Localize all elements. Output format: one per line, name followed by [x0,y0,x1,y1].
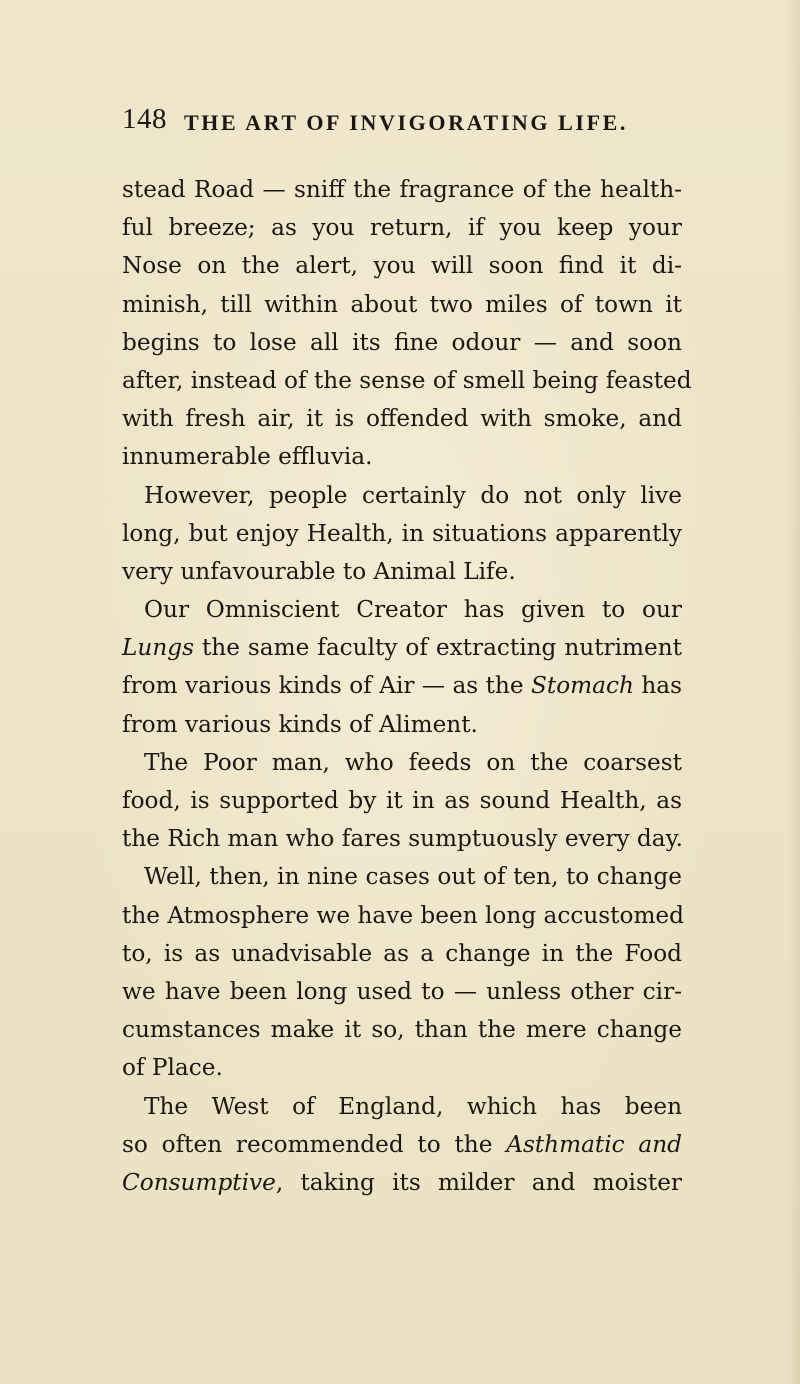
text-line: The Poor man, who feeds on the coarsest [144,748,682,776]
text-line: cumstances make it so, than the mere change [122,1016,682,1044]
text-line: However, people certainly do not only live [144,481,682,509]
body-text [122,171,692,1202]
italic-phrase: Stomach [531,672,634,700]
text-line: the Atmosphere we have been long accustomed [122,901,684,929]
text-line: after, instead of the sense of smell being feasted [122,366,692,394]
text-line: innumerable effluvia. [122,443,373,471]
page-edge-shadow [786,0,800,1384]
text-line: we have been long used to — unless other cir- [122,977,682,1005]
page-header [122,103,682,143]
text-line: to, is as unadvisable as a change in the Food [122,939,682,967]
text-line: from various kinds of Air — as the Stomach has [122,672,682,700]
italic-phrase: Lungs [122,634,195,662]
running-head: THE ART OF INVIGORATING LIFE. [184,110,629,135]
text-line: begins to lose all its fine odour — and soon [122,328,682,356]
text-line: the Rich man who fares sumptuously every day. [122,825,683,853]
text-line: so often recommended to the Asthmatic and [122,1130,682,1158]
text-line: Consumptive, taking its milder and moister [122,1168,682,1196]
text-line: The West of England, which has been [144,1092,682,1120]
text-line: ful breeze; as you return, if you keep your [122,214,682,242]
italic-phrase: Asthmatic and [506,1130,682,1158]
text-line: food, is supported by it in as sound Health, as [122,787,682,814]
italic-phrase: Consumptive [122,1168,276,1196]
text-line: Nose on the alert, you will soon find it di- [122,252,682,280]
text-line: from various kinds of Aliment. [122,710,478,738]
text-line: Lungs the same faculty of extracting nutriment [122,634,682,662]
text-line: very unfavourable to Animal Life. [122,557,516,585]
page-number: 148 [122,103,167,135]
text-line: minish, till within about two miles of town it [122,290,682,318]
text-line: with fresh air, it is offended with smoke, and [122,405,682,433]
text-line: long, but enjoy Health, in situations apparently [122,519,682,547]
text-line: Our Omniscient Creator has given to our [144,596,682,624]
text-line: Well, then, in nine cases out of ten, to change [144,863,682,891]
text-line: of Place. [122,1054,223,1082]
text-line: stead Road — sniff the fragrance of the health- [122,176,682,203]
